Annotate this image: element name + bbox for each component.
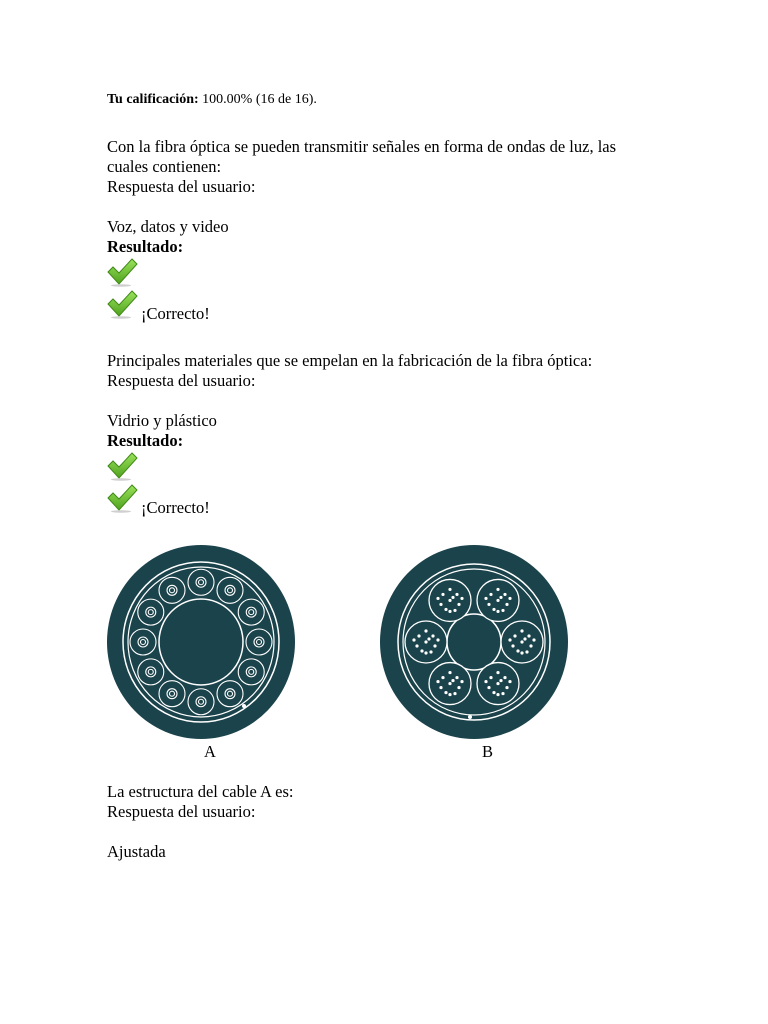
fiber-dot [420, 649, 423, 652]
fiber-dot [501, 692, 504, 695]
question-1-text-line1: Con la fibra óptica se pueden transmitir señales en forma de ondas de luz, las [107, 137, 617, 156]
grade-label: Tu calificación: [107, 92, 199, 107]
fiber-dot [489, 593, 492, 596]
fiber-dot [508, 597, 511, 600]
question-2-result-text: ¡Correcto! [141, 498, 210, 517]
fiber-dot [433, 644, 436, 647]
fiber-dot [453, 609, 456, 612]
question-2-answer: Vidrio y plástico [107, 411, 217, 430]
fiber-dot [508, 638, 511, 641]
fiber-dot [451, 596, 454, 599]
fiber-dot [523, 637, 526, 640]
fiber-dot [448, 588, 451, 591]
question-1-answer: Voz, datos y video [107, 217, 229, 236]
grade-line [107, 92, 317, 108]
fiber-dot [453, 692, 456, 695]
fiber-dot [444, 608, 447, 611]
fiber-dot [529, 644, 532, 647]
question-3-answer-label: Respuesta del usuario: [107, 802, 256, 821]
fiber-dot [487, 686, 490, 689]
question-1-text-line2: cuales contienen: [107, 157, 222, 176]
fiber-dot [427, 637, 430, 640]
fiber-dot [496, 599, 499, 602]
fiber-dot [503, 676, 506, 679]
question-3-text-line1: La estructura del cable A es: [107, 782, 294, 801]
figure-caption-a: A [204, 742, 216, 761]
fiber-dot [424, 629, 427, 632]
fiber-dot [511, 644, 514, 647]
fiber-dot [496, 671, 499, 674]
question-2-result-label: Resultado: [107, 431, 184, 450]
fiber-dot [503, 593, 506, 596]
checkmark-icon [106, 257, 138, 287]
fiber-dot [499, 679, 502, 682]
fiber-dot [532, 638, 535, 641]
fiber-dot [520, 640, 523, 643]
fiber-dot [499, 596, 502, 599]
fiber-dot [484, 680, 487, 683]
fiber-dot [436, 638, 439, 641]
fiber-dot [412, 638, 415, 641]
fiber-dot [496, 682, 499, 685]
fiber-dot [505, 686, 508, 689]
fiber-dot [436, 597, 439, 600]
question-1-result-text: ¡Correcto! [141, 304, 210, 323]
checkmark-icon [106, 483, 138, 513]
fiber-dot [439, 603, 442, 606]
fiber-dot [492, 691, 495, 694]
fiber-dot [448, 610, 451, 613]
fiber-dot [444, 691, 447, 694]
fiber-dot [448, 599, 451, 602]
fiber-dot [487, 603, 490, 606]
fiber-dot [484, 597, 487, 600]
fiber-dot [496, 610, 499, 613]
fiber-dot [424, 640, 427, 643]
fiber-dot [451, 679, 454, 682]
fiber-dot [525, 650, 528, 653]
cable-a-cross-section [106, 544, 296, 740]
fiber-dot [527, 634, 530, 637]
fiber-dot [457, 686, 460, 689]
fiber-dot [501, 609, 504, 612]
fiber-dot [496, 588, 499, 591]
checkmark-icon [106, 289, 138, 319]
question-3-answer: Ajustada [107, 842, 166, 861]
question-1-result-label: Resultado: [107, 237, 184, 256]
question-1-answer-label: Respuesta del usuario: [107, 177, 256, 196]
question-2-answer-label: Respuesta del usuario: [107, 371, 256, 390]
fiber-dot [429, 650, 432, 653]
checkmark-icon [106, 451, 138, 481]
fiber-dot [431, 634, 434, 637]
fiber-dot [436, 680, 439, 683]
fiber-dot [513, 634, 516, 637]
fiber-dot [417, 634, 420, 637]
fiber-dot [457, 603, 460, 606]
fiber-dot [441, 676, 444, 679]
fiber-dot [455, 676, 458, 679]
figure-caption-b: B [482, 742, 494, 761]
fiber-dot [441, 593, 444, 596]
fiber-dot [415, 644, 418, 647]
fiber-dot [492, 608, 495, 611]
fiber-dot [508, 680, 511, 683]
fiber-dot [516, 649, 519, 652]
fiber-dot [439, 686, 442, 689]
fiber-dot [520, 651, 523, 654]
fiber-dot [448, 693, 451, 696]
grade-value: 100.00% (16 de 16). [202, 92, 317, 107]
fiber-dot [448, 671, 451, 674]
question-2-text-line1: Principales materiales que se empelan en la fabricación de la fibra óptica: [107, 351, 593, 370]
fiber-dot [520, 629, 523, 632]
fiber-dot [424, 651, 427, 654]
fiber-dot [496, 693, 499, 696]
fiber-dot [455, 593, 458, 596]
fiber-dot [460, 680, 463, 683]
fiber-dot [489, 676, 492, 679]
cable-b-cross-section [379, 544, 569, 740]
fiber-dot [505, 603, 508, 606]
fiber-dot [448, 682, 451, 685]
fiber-dot [460, 597, 463, 600]
